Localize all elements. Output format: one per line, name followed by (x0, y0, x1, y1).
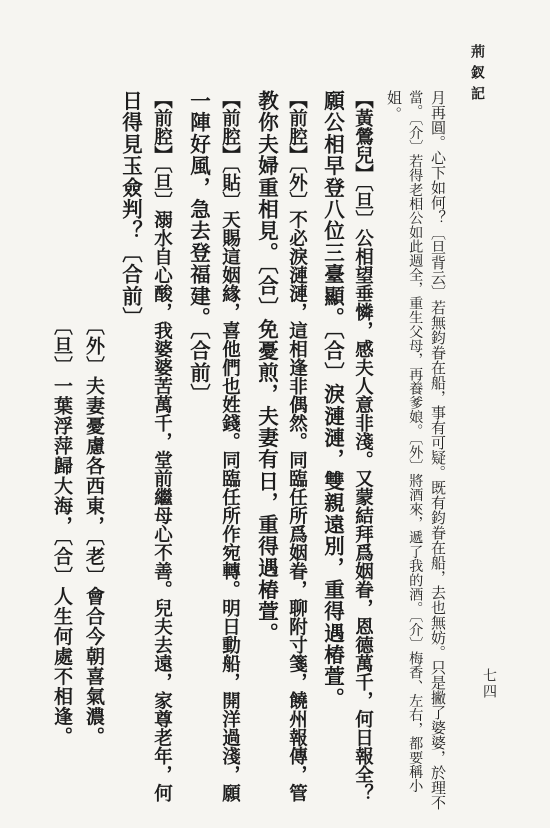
text-column-3: 姐。 (385, 90, 403, 123)
text-column-5: 願公相早登八位三臺顯。〔合〕淚漣漣，雙親遠別，重得遇椿萱。 (320, 90, 345, 710)
couplet-left-2: 〔旦〕一葉浮萍歸大海，〔合〕人生何處不相逢。 (51, 316, 73, 747)
page-number: 七四 (481, 668, 497, 700)
text-column-6: 【前腔】〔外〕不必淚漣漣，這相逢非偶然。同臨任所爲姻眷，聊附寸箋，饒州報傳，管 (286, 90, 308, 803)
text-column-10: 【前腔】〔旦〕溺水自心酸，我婆婆苦萬千，堂前繼母心不善。兒夫去遠，家尊老年，何 (151, 90, 173, 803)
text-column-1: 月再圓。心下如何？〔旦背云〕若無鈞眷在船，事有可疑。既有鈞眷在船，去也無妨。只是撇了婆婆，於理不 (429, 90, 447, 810)
text-column-9: 一陣好風，急去登福建。〔合前〕 (186, 90, 211, 406)
text-column-11: 日得見玉僉判？〔合前〕 (118, 90, 143, 329)
text-column-2: 當。〔介〕若得老相公如此週全，重生父母，再養爹娘。〔外〕將酒來，遞了我的酒。〔介〕梅香、左右，都要稱小 (407, 90, 424, 793)
couplet-left-1: 〔外〕夫妻憂慮各西東，〔老〕會合今朝喜氣濃。 (83, 316, 105, 747)
text-column-7: 教你夫婦重相見。〔合〕免憂煎，夫妻有日，重得遇椿萱。 (254, 90, 279, 644)
text-column-8: 【前腔】〔貼〕天賜這姻緣，喜他們也姓錢。同臨任所作宛轉。明日動船，開洋過淺，願 (219, 90, 241, 803)
text-column-4: 【黃鶯兒】〔旦〕公相望垂憐，感夫人意非淺。又蒙結拜爲姻眷，恩德萬千，何日報全？ (352, 90, 374, 803)
running-title: 荊釵記 (469, 44, 485, 107)
